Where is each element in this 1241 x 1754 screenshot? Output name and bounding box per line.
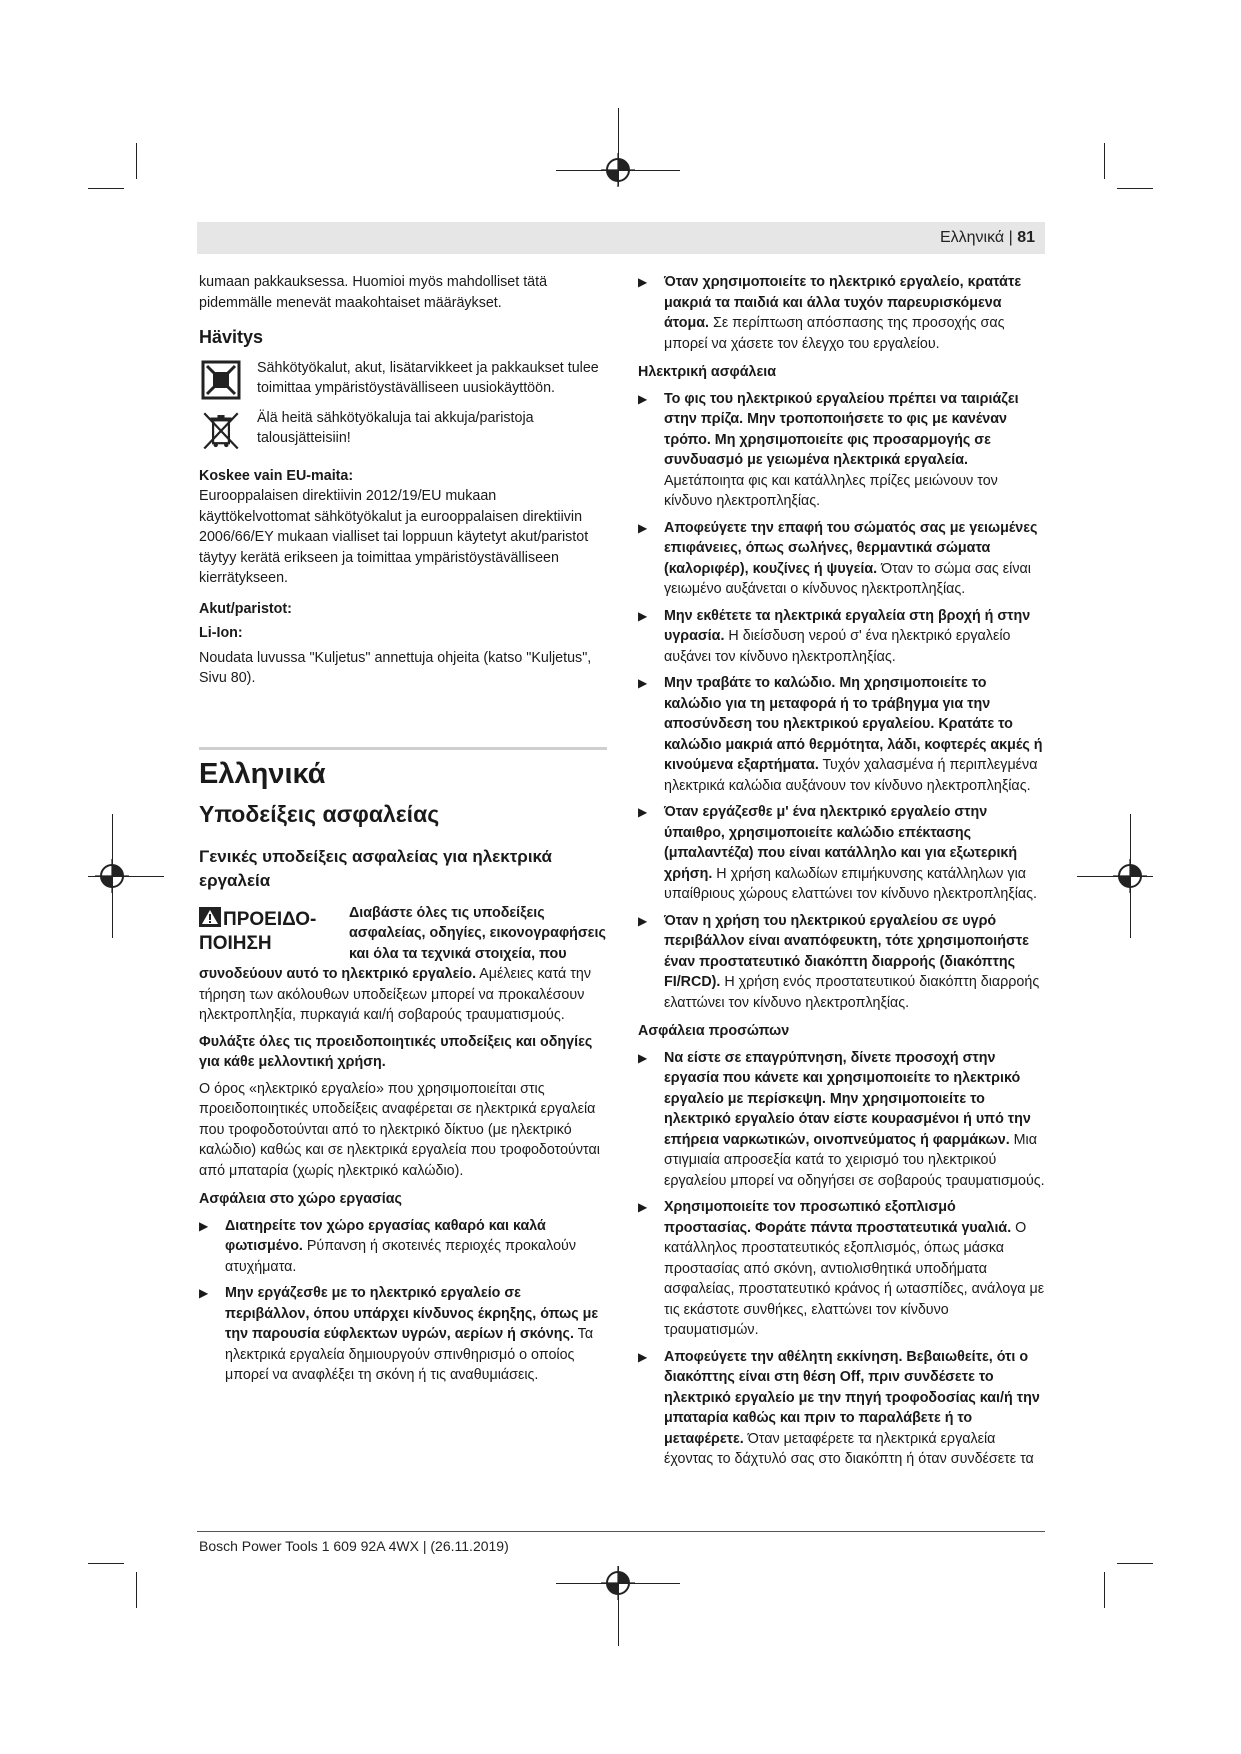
bullet-text: Όταν μεταφέρετε τα ηλεκτρικά εργαλεία έχοντας το δάχτυλό σας στο διακόπτη ή όταν συνδέσετε τα — [664, 1430, 1034, 1467]
crop-mark — [1117, 188, 1153, 189]
bullet-text: Τυχόν χαλασμένα ή περιπλεγμένα ηλεκτρικά καλώδια αυξάνουν τον κίνδυνο ηλεκτροπληξίας. — [664, 757, 1038, 794]
disposal-text-2: Älä heitä sähkötyökaluja tai akkuja/paristoja talousjätteisiin! — [257, 409, 534, 446]
disposal-row-packaging — [199, 358, 607, 402]
bullet-arrow-icon: ▶ — [638, 520, 648, 535]
general-safety-title: Γενικές υποδείξεις ασφαλείας για ηλεκτρικά εργαλεία — [199, 846, 552, 890]
crossed-bin-icon — [199, 408, 243, 452]
term-definition: Ο όρος «ηλεκτρικό εργαλείο» που χρησιμοποιείται στις προειδοποιητικές υποδείξεις αναφέρεται σε ηλεκτρικά εργαλεία που τροφοδοτούνται από το ηλεκτρικό δίκτυο (με ηλεκτρικό καλώδιο) καθώς και σε ηλεκτρικά εργαλεία που τροφοδοτούνται από μπαταρία (χωρίς ηλεκτρικό καλώδιο). — [199, 1080, 600, 1179]
bullet-arrow-icon: ▶ — [638, 913, 648, 928]
footer-divider — [197, 1531, 1045, 1532]
bullet-bold: Διατηρείτε τον χώρο εργασίας καθαρό και καλά φωτισμένο. — [225, 1217, 546, 1254]
registration-mark-icon — [1113, 859, 1147, 893]
bullet-text: Η διείσδυση νερού σ' ένα ηλεκτρικό εργαλείο αυξάνει τον κίνδυνο ηλεκτροπληξίας. — [664, 628, 1011, 665]
crop-mark — [1104, 143, 1105, 179]
right-column — [638, 272, 1046, 1476]
warning-label-text: ΠΡΟΕΙΔΟ-ΠΟΙΗΣΗ — [199, 908, 317, 954]
bullet-text: Τα ηλεκτρικά εργαλεία δημιουργούν σπινθηρισμό ο οποίος μπορεί να αναφλέξει τη σκόνη ή τις αναθυμιάσεις. — [225, 1326, 594, 1383]
registration-mark-icon — [601, 153, 635, 187]
warning-bold-text: Διαβάστε όλες τις υποδείξεις ασφαλείας, οδηγίες, εικονογραφήσεις και όλα τα τεχνικά στοιχεία, που συνοδεύουν αυτό το ηλεκτρικό εργαλείο. — [199, 904, 606, 982]
bullet-bold: Χρησιμοποιείτε τον προσωπικό εξοπλισμό προστασίας. Φοράτε πάντα προστατευτικά γυαλιά. — [664, 1199, 1012, 1236]
registration-mark-icon — [601, 1566, 635, 1600]
footer-text: Bosch Power Tools 1 609 92A 4WX | (26.11.2019) — [199, 1538, 509, 1554]
warning-label — [199, 907, 349, 956]
bullet-bold: Όταν εργάζεσθε μ' ένα ηλεκτρικό εργαλείο στην ύπαιθρο, χρησιμοποιείτε καλώδιο επέκτασης (μπαλαντέζα) που είναι κατάλληλο και για εξωτερική χρήση. — [664, 804, 1018, 882]
bullet-text: Σε περίπτωση απόσπασης της προσοχής σας μπορεί να χάσετε τον έλεγχο του εργαλείου. — [664, 315, 1005, 352]
registration-mark-icon — [95, 859, 129, 893]
bullet-text: Ο κατάλληλος προστατευτικός εξοπλισμός, όπως μάσκα προστασίας από σκόνη, αντιολισθητικά υποδήματα ασφαλείας, προστατευτικό κράνος ή ωτασπίδες, ανάλογα με τις εκάστοτε συνθήκες, ελαττώνει τον κίνδυνο τραυματισμών. — [664, 1219, 1045, 1338]
bullet-bold: Να είστε σε επαγρύπνηση, δίνετε προσοχή στην εργασία που κάνετε και χρησιμοποιείτε το ηλεκτρικό εργαλείο με περίσκεψη. Μην χρησιμοποιείτε το ηλεκτρικό εργαλείο όταν είστε κουρασμένοι ή υπό την επήρεια ναρκωτικών, οινοπνεύματος ή φαρμάκων. — [664, 1049, 1031, 1148]
bullet-text: Η χρήση ενός προστατευτικού διακόπτη διαρροής ελαττώνει τον κίνδυνο ηλεκτροπληξίας. — [664, 974, 1040, 1011]
bullet-text: Ρύπανση ή σκοτεινές περιοχές προκαλούν ατυχήματα. — [225, 1238, 576, 1275]
liion-heading: Li-Ion: — [199, 625, 243, 641]
bullet-arrow-icon: ▶ — [638, 1349, 648, 1364]
crop-mark — [136, 1572, 137, 1608]
disposal-row-bin — [199, 408, 607, 452]
list-item — [638, 518, 1046, 600]
intro-text: kumaan pakkauksessa. Huomioi myös mahdolliset tätä pidemmälle menevät maakohtaiset määräykset. — [199, 274, 548, 311]
bullet-bold: Το φις του ηλεκτρικού εργαλείου πρέπει να ταιριάζει στην πρίζα. Μην τροποποιήσετε το φις με κανέναν τρόπο. Μη χρησιμοποιείτε φις προσαρμογής σε συνδυασμό με γειωμένα ηλεκτρικά εργαλεία. — [664, 390, 1019, 468]
list-item — [638, 1048, 1046, 1192]
bullet-bold: Όταν χρησιμοποιείτε το ηλεκτρικό εργαλείο, κρατάτε μακριά τα παιδιά και άλλα τυχόν παρευρισκόμενα άτομα. — [664, 274, 1022, 331]
bullet-bold: Αποφεύγετε την αθέλητη εκκίνηση. Βεβαιωθείτε, ότι ο διακόπτης είναι στη θέση Off, πριν συνδέσετε το ηλεκτρικό εργαλείο με την πηγή τροφοδοσίας και/ή την μπαταρία καθώς και πριν το παραλάβετε ή το μεταφέρετε. — [664, 1348, 1040, 1447]
list-item — [638, 272, 1046, 354]
bullet-bold: Όταν η χρήση του ηλεκτρικού εργαλείου σε υγρό περιβάλλον είναι αναπόφευκτη, τότε χρησιμοποιήστε έναν προστατευτικό διακόπτη διαρροής (διακόπτης FI/RCD). — [664, 912, 1029, 990]
list-item — [638, 802, 1046, 905]
language-title: Ελληνικά — [199, 757, 326, 790]
liion-text: Noudata luvussa "Kuljetus" annettuja ohjeita (katso "Kuljetus", Sivu 80). — [199, 649, 592, 686]
bullet-arrow-icon: ▶ — [638, 391, 648, 406]
bullet-arrow-icon: ▶ — [638, 275, 648, 289]
bullet-bold: Μην τραβάτε το καλώδιο. Μη χρησιμοποιείτε το καλώδιο για τη μεταφορά ή το τράβηγμα για την αποσύνδεση του ηλεκτρικού εργαλείου. Κρατάτε το καλώδιο μακριά από θερμότητα, λάδι, κοφτερές ακμές ή κινούμενα εξαρτήματα. — [664, 675, 1043, 773]
list-item — [638, 911, 1046, 1014]
crop-mark — [1104, 1572, 1105, 1608]
bullet-text: Η χρήση καλωδίων επιμήκυνσης κατάλληλων για υπαίθριους χώρους ελαττώνει τον κίνδυνο ηλεκτροπληξίας. — [664, 865, 1038, 902]
disposal-heading: Hävitys — [199, 327, 264, 347]
header-language: Ελληνικά — [939, 229, 1005, 246]
list-item — [638, 1347, 1046, 1470]
bullet-bold: Αποφεύγετε την επαφή του σώματός σας με γειωμένες επιφάνειες, όπως σωλήνες, θερμαντικά σώματα (καλοριφέρ), κουζίνες ή ψυγεία. — [664, 519, 1038, 577]
left-column — [199, 272, 607, 1392]
battery-heading: Akut/paristot: — [199, 600, 292, 617]
warning-triangle-icon — [199, 907, 221, 927]
bullet-arrow-icon: ▶ — [199, 1218, 209, 1233]
recycle-packaging-icon — [199, 358, 243, 402]
personal-heading: Ασφάλεια προσώπων — [638, 1023, 790, 1039]
crop-mark — [136, 143, 137, 179]
bullet-arrow-icon: ▶ — [638, 676, 648, 690]
bullet-arrow-icon: ▶ — [638, 1050, 648, 1065]
list-item — [638, 1197, 1046, 1341]
safety-title: Υποδείξεις ασφαλείας — [199, 801, 440, 827]
disposal-text-1: Sähkötyökalut, akut, lisätarvikkeet ja pakkaukset tulee toimittaa ympäristöystävälliseen uusiokäyttöön. — [257, 359, 599, 396]
bullet-text: Μια στιγμιαία απροσεξία κατά το χειρισμό του ηλεκτρικού εργαλείου μπορεί να οδηγήσει σε σοβαρούς τραυματισμούς. — [664, 1131, 1045, 1189]
crop-mark — [88, 1563, 124, 1564]
list-item — [638, 389, 1046, 512]
bullet-bold: Μην εργάζεσθε με το ηλεκτρικό εργαλείο σε περιβάλλον, όπου υπάρχει κίνδυνος έκρηξης, όπως με την παρουσία εύφλεκτων υγρών, αερίων ή σκόνης. — [225, 1285, 599, 1342]
list-item — [199, 1216, 607, 1278]
bullet-arrow-icon: ▶ — [638, 608, 648, 623]
list-item — [638, 606, 1046, 668]
warning-block — [199, 903, 607, 1026]
keep-instructions: Φυλάξτε όλες τις προειδοποιητικές υποδείξεις και οδηγίες για κάθε μελλοντική χρήση. — [199, 1033, 593, 1070]
bullet-text: Όταν το σώμα σας είναι γειωμένο αυξάνεται ο κίνδυνος ηλεκτροπληξίας. — [664, 560, 1031, 597]
page-number: 81 — [1017, 229, 1035, 246]
electrical-heading: Ηλεκτρική ασφάλεια — [638, 364, 776, 380]
header-separator: | — [1008, 229, 1013, 246]
crop-mark — [88, 188, 124, 189]
workarea-heading: Ασφάλεια στο χώρο εργασίας — [199, 1191, 402, 1207]
bullet-text: Αμετάποιητα φις και κατάλληλες πρίζες μειώνουν τον κίνδυνο ηλεκτροπληξίας. — [664, 472, 998, 509]
bullet-arrow-icon: ▶ — [638, 805, 648, 819]
bullet-arrow-icon: ▶ — [638, 1200, 648, 1214]
page-header — [197, 222, 1045, 254]
eu-heading: Koskee vain EU-maita: — [199, 467, 354, 484]
eu-text: Eurooppalaisen direktiivin 2012/19/EU mukaan käyttökelvottomat sähkötyökalut ja eurooppalaisen direktiivin 2006/66/EY mukaan vialliset tai loppuun käytetyt akut/paristot täytyy kerätä erikseen ja toimittaa ympäristöystävälliseen kierrätykseen. — [199, 488, 589, 586]
list-item — [638, 673, 1046, 796]
bullet-arrow-icon: ▶ — [199, 1286, 209, 1300]
bullet-bold: Μην εκθέτετε τα ηλεκτρικά εργαλεία στη βροχή ή στην υγρασία. — [664, 607, 1031, 644]
warning-text: Αμέλειες κατά την τήρηση των ακόλουθων υποδείξεων μπορεί να προκαλέσουν ηλεκτροπληξία, πυρκαγιά και/ή σοβαρούς τραυματισμούς. — [199, 966, 592, 1023]
crop-mark — [1117, 1563, 1153, 1564]
section-divider — [199, 747, 607, 750]
header-text — [940, 229, 1035, 247]
list-item — [199, 1283, 607, 1386]
